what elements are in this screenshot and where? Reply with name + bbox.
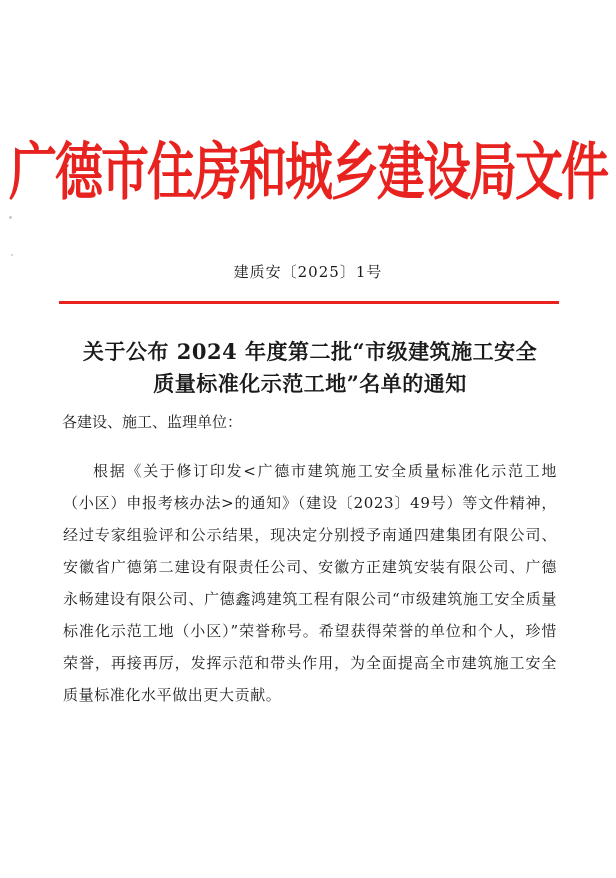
body-paragraph: 根据《关于修订印发<广德市建筑施工安全质量标准化示范工地（小区）申报考核办法>的通知》（建设〔2023〕49号）等文件精神，经过专家组验评和公示结果，现决定分别授予南通四建集团有限公司、安徽省广德第二建设有限责任公司、安徽方正建筑安装有限公司、广德永畅建设有限公司、广德鑫鸿建筑工程有限公司“市级建筑施工安全质量标准化示范工地（小区）”荣誉称号。希望获得荣誉的单位和个人，珍惜荣誉，再接再厉，发挥示范和带头作用，为全面提高全市建筑施工安全质量标准化水平做出更大贡献。 — [63, 462, 557, 704]
red-separator-line — [59, 301, 559, 304]
issuing-authority-header: 广德市住房和城乡建设局文件 — [8, 136, 607, 210]
recipients-line: 各建设、施工、监理单位： — [62, 413, 243, 431]
notice-title-line-2: 质量标准化示范工地”名单的通知 — [153, 371, 467, 396]
notice-title — [60, 336, 560, 400]
notice-title-line-1: 关于公布 2024 年度第二批“市级建筑施工安全 — [82, 339, 538, 364]
scan-speck — [11, 254, 13, 256]
scan-speck — [9, 216, 12, 219]
document-number: 建质安〔2025〕1号 — [233, 263, 383, 281]
